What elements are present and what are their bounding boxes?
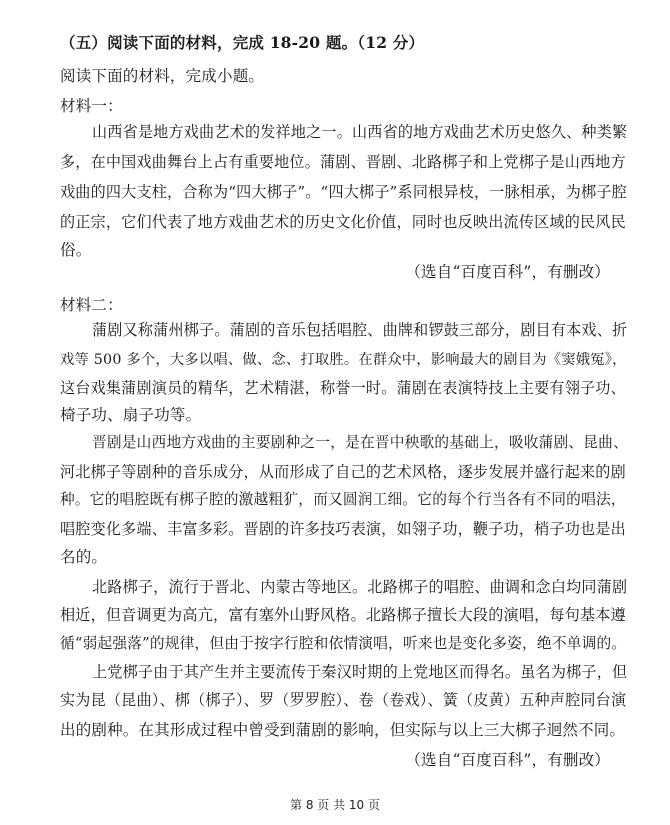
material1-line: 俗。 — [60, 241, 92, 259]
material2-line: 椅子功、扇子功等。 — [60, 406, 202, 424]
material1-line: 的正宗，它们代表了地方戏曲艺术的历史文化价值，同时也反映出流传区域的民风民 — [60, 213, 626, 231]
material2-line: 种。它的唱腔既有梆子腔的激越粗犷，而又圆润工细。它的每个行当各有不同的唱法， — [60, 491, 626, 508]
material2-line: 蒲剧又称蒲州梆子。蒲剧的音乐包括唱腔、曲牌和锣鼓三部分，剧目有本戏、折 — [92, 321, 628, 339]
material1-line: 多，在中国戏曲舞台上占有重要地位。蒲剧、晋剧、北路梆子和上党梆子是山西地方 — [60, 153, 626, 171]
page-footer: 第 8 页 共 10 页 — [290, 798, 380, 812]
material2-label: 材料二： — [60, 296, 123, 314]
material2-source: （选自“百度百科”，有删改） — [405, 751, 610, 769]
material2-line: 出的剧种。在其形成过程中曾受到蒲剧的影响，但实际与以上三大梆子迥然不同。 — [60, 721, 626, 739]
material2-line: 实为昆（昆曲）、梆（梆子）、罗（罗罗腔）、卷（卷戏）、簧（皮黄）五种声腔同台演 — [60, 691, 627, 709]
material2-line: 循“弱起强落”的规律，但由于按字行腔和依情演唱，听来也是变化多姿，绝不单调的。 — [60, 635, 627, 652]
instruction-text: 阅读下面的材料，完成小题。 — [60, 67, 265, 85]
material2-line: 北路梆子，流行于晋北、内蒙古等地区。北路梆子的唱腔、曲调和念白均同蒲剧 — [92, 578, 628, 596]
section-heading: （五）阅读下面的材料，完成 18-20 题。（12 分） — [60, 33, 425, 52]
material2-line: 上党梆子由于其产生并主要流传于秦汉时期的上党地区而得名。虽名为梆子，但 — [92, 663, 628, 681]
material2-line: 戏等 500 多个，大多以唱、做、念、打取胜。在群众中，影响最大的剧目为《窦娥冤》， — [60, 352, 627, 368]
material2-line: 相近，但音调更为高亢，富有塞外山野风格。北路梆子擅长大段的演唱，每句基本遵 — [60, 606, 626, 624]
material2-line: 名的。 — [60, 548, 108, 566]
material2-line: 这台戏集蒲剧演员的精华，艺术精湛，称誉一时。蒲剧在表演特技上主要有翎子功、 — [60, 379, 626, 397]
material1-source: （选自“百度百科”，有删改） — [405, 263, 610, 281]
material1-line: 山西省是地方戏曲艺术的发祥地之一。山西省的地方戏曲艺术历史悠久、种类繁 — [92, 123, 628, 141]
material1-label: 材料一： — [60, 97, 123, 115]
material2-line: 晋剧是山西地方戏曲的主要剧种之一，是在晋中秧歌的基础上，吸收蒲剧、昆曲、 — [92, 434, 628, 451]
material2-line: 唱腔变化多端、丰富多彩。晋剧的许多技巧表演，如翎子功，鞭子功，梢子功也是出 — [60, 520, 626, 538]
material1-line: 戏曲的四大支柱，合称为“四大梆子”。“四大梆子”系同根异枝，一脉相承，为梆子腔 — [60, 183, 627, 201]
material2-line: 河北梆子等剧种的音乐成分，从而形成了自己的艺术风格，逐步发展并盛行起来的剧 — [60, 463, 626, 481]
